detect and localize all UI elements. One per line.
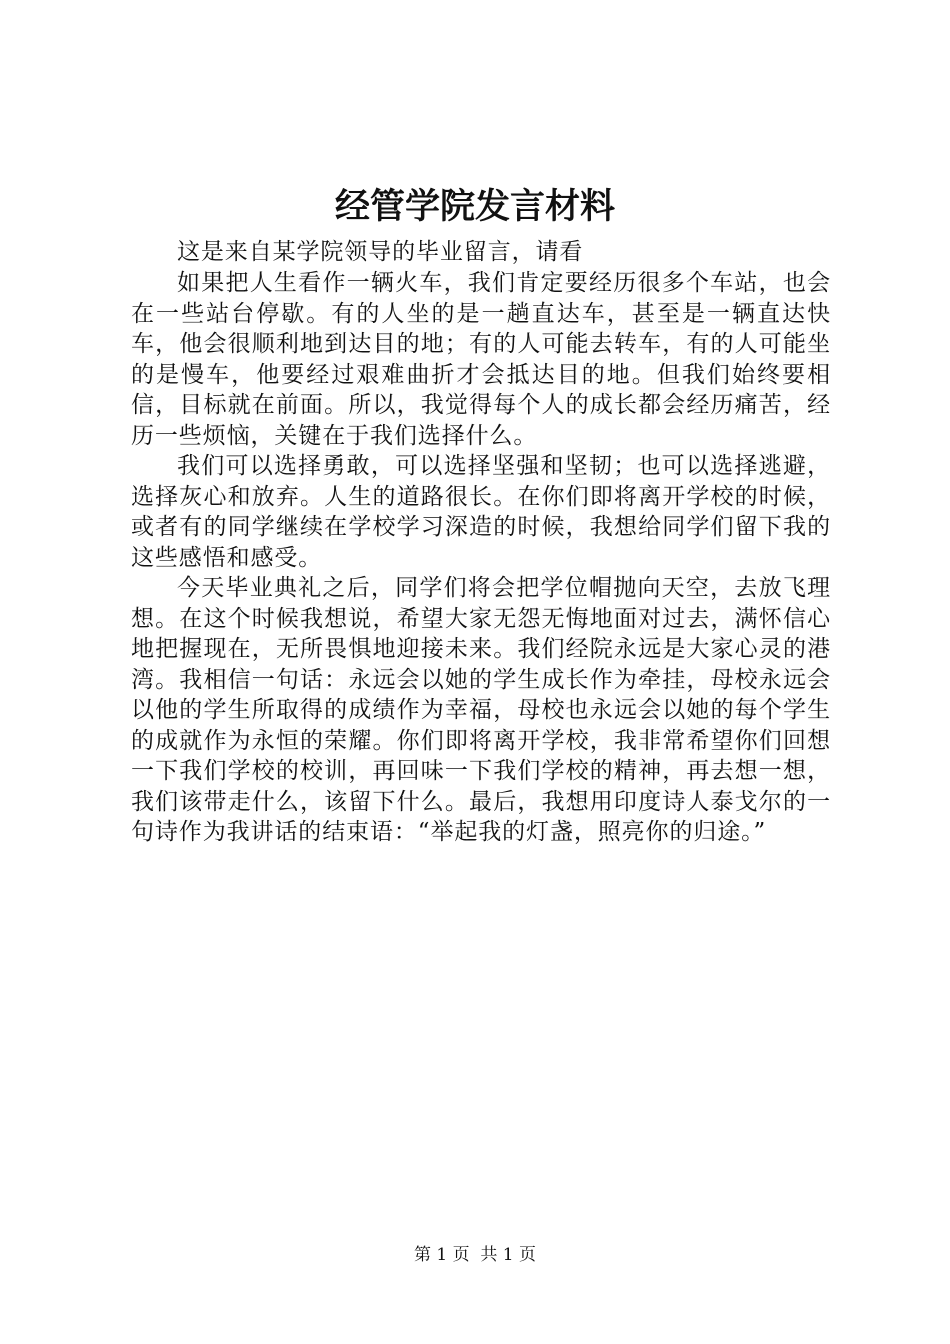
paragraph-choices: 我们可以选择勇敢，可以选择坚强和坚韧；也可以选择逃避，选择灰心和放弃。人生的道路很长。在你们即将离开学校的时候，或者有的同学继续在学校学习深造的时候，我想给同学们留下我的这些感悟和感受。 bbox=[131, 453, 831, 571]
document-title: 经管学院发言材料 bbox=[334, 186, 615, 227]
footer-separator bbox=[470, 1245, 481, 1265]
page-footer bbox=[0, 1242, 950, 1268]
paragraph-train-metaphor: 如果把人生看作一辆火车，我们肯定要经历很多个车站，也会在一些站台停歇。有的人坐的是一趟直达车，甚至是一辆直达快车，他会很顺利地到达目的地；有的人可能去转车，有的人可能坐的是慢车，他要经过艰难曲折才会抵达目的地。但我们始终要相信，目标就在前面。所以，我觉得每个人的成长都会经历痛苦，经历一些烦恼，关键在于我们选择什么。 bbox=[131, 270, 831, 449]
intro-paragraph: 这是来自某学院领导的毕业留言，请看 bbox=[177, 239, 584, 265]
document-body bbox=[131, 236, 831, 848]
paragraph-graduation: 今天毕业典礼之后，同学们将会把学位帽抛向天空，去放飞理想。在这个时候我想说，希望大家无怨无悔地面对过去，满怀信心地把握现在，无所畏惧地迎接未来。我们经院永远是大家心灵的港湾。我相信一句话：永远会以她的学生成长作为牵挂，母校永远会以他的学生所取得的成绩作为幸福，母校也永远会以她的每个学生的成就作为永恒的荣耀。你们即将离开学校，我非常希望你们回想一下我们学校的校训，再回味一下我们学校的精神，再去想一想，我们该带走什么，该留下什么。最后，我想用印度诗人泰戈尔的一句诗作为我讲话的结束语：“举起我的灯盏，照亮你的归途。” bbox=[131, 575, 831, 845]
page-number: 第 1 页 bbox=[413, 1245, 470, 1265]
page-total: 共 1 页 bbox=[480, 1245, 537, 1265]
